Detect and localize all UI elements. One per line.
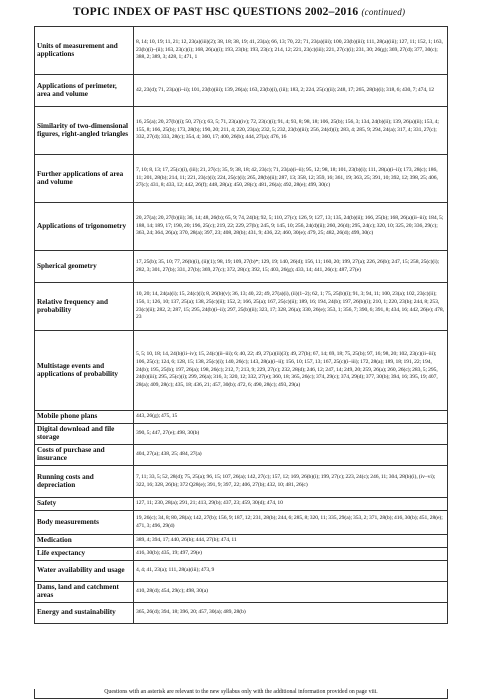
question-references: 4, 4; 41, 23(a); 111, 28(a)(iii); 473, 9 <box>134 561 448 582</box>
question-references: 443, 26(g); 475, 15 <box>134 411 448 424</box>
topic-name: Energy and sustainability <box>35 603 134 624</box>
table-row <box>35 203 448 251</box>
topic-name: Body measurements <box>35 511 134 535</box>
table-row <box>35 548 448 561</box>
topic-name: Further applications of area and volume <box>35 155 134 203</box>
question-references: 42, 23(d); 71, 23(a)(i–ii); 101, 23(b)(iii); 139, 26(a); 163, 23(b)(i), (iii); 183, 2; 224, 25(c)(ii); 248, 17; 265, 28(b)(i); 318, 6; 430, 7; 474, 12 <box>134 75 448 107</box>
question-references: 410, 28(d); 454, 29(c); 498, 30(a) <box>134 582 448 603</box>
topic-name: Spherical geometry <box>35 251 134 283</box>
question-references: 10, 20; 14, 24(a)(i); 15, 24(c)(i); 8, 26(b)(v); 36, 13; 40, 22; 49, 27(a)(i), (ii)(1–2); 62, 1; 75, 25(b)(i); 91, 3; 94, 11; 100, 23(a); 102, 23(c)(ii); 156, 1; 126, 10; 137, 25(a); 138, 25(c)(ii); 152, 2; 166, 25(a); 167, 25(c)(ii); 189, 16; 194, 24(b); 197, 26(b)(i); 210, 1; 220, 23(b); 244, 8; 253, 23(c)(ii); 282, 2; 287, 15; 295, 24(b)(i–ii); 297, 25(b)(ii); 323, 17; 328, 26(a); 330, 26(e); 353, 1; 356, 7; 390, 6; 391, 8; 434, 16; 442, 26(e); 478, 23 <box>134 283 448 331</box>
question-references: 7, 10; 8, 13; 17, 25(c)(i), (iii); 21, 27(c); 35, 9; 38, 18; 42, 23(c); 71, 23(a)(i–ii); 95, 12; 98, 18; 101, 23(b)(i); 111, 28(a)(i–ii); 173, 28(c); 186, 11; 201, 28(b); 214, 11; 221, 23(c)(i); 224, 25(c)(i); 265, 28(b)(ii); 287, 13; 358, 12; 359, 16; 361, 19; 363, 25; 391, 10; 392, 12; 398, 25; 406, 27(c); 431, 8; 433, 12; 442, 26(f); 448, 28(a); 450, 28(c); 481, 26(a); 492, 28(e); 499, 30(c) <box>134 155 448 203</box>
topic-name: Similarity of two-dimensional figures, right-angled triangles <box>35 107 134 155</box>
topic-name: Relative frequency and probability <box>35 283 134 331</box>
topic-index-body <box>35 27 448 624</box>
question-references: 8, 14; 10, 19; 11, 21; 12, 23(a)(iii)(2); 38, 18; 38, 19; 41, 23(a); 66, 13; 70, 22; 71, 23(a)(iii); 100, 23(b)(iii); 111, 28(a)(iii); 127, 11; 152, 1; 163, 23(b)(i)–(ii); 163, 23(c)(i); 168, 26(a)(i); 193, 23(b); 193, 23(c); 214, 12; 221, 23(c)(iii); 221, 27(c)(i); 231, 30; 26(g); 369, 27(d); 377, 30(c); 388, 2; 389, 3; 428, 1; 471, 1 <box>134 27 448 75</box>
page-title <box>0 6 478 18</box>
topic-name: Applications of trigonometry <box>35 203 134 251</box>
question-references: 416, 30(b); 435, 19; 497, 29(e) <box>134 548 448 561</box>
topic-name: Multistage events and applications of probability <box>35 331 134 411</box>
table-row <box>35 75 448 107</box>
question-references: 365, 26(d); 394, 18; 396, 20; 457, 30(a); 489, 28(b) <box>134 603 448 624</box>
table-row <box>35 603 448 624</box>
footnote: Questions with an asterisk are relevant to the new syllabus only with the additional information provided on page viii. <box>34 689 448 699</box>
title-continued: (continued) <box>361 7 406 17</box>
topic-name: Mobile phone plans <box>35 411 134 424</box>
topic-name: Safety <box>35 498 134 511</box>
topic-index-table <box>34 26 448 624</box>
table-row <box>35 511 448 535</box>
topic-name: Medication <box>35 535 134 548</box>
table-row <box>35 251 448 283</box>
question-references: 389, 4; 394, 17; 440, 26(b); 444, 27(b); 474, 11 <box>134 535 448 548</box>
topic-name: Life expectancy <box>35 548 134 561</box>
table-row <box>35 283 448 331</box>
table-row <box>35 331 448 411</box>
topic-name: Dams, land and catchment areas <box>35 582 134 603</box>
table-row <box>35 498 448 511</box>
table-row <box>35 424 448 445</box>
question-references: 19, 26(c); 34, 8; 80, 28(a); 142, 27(b); 156, 9; 187, 12; 231, 28(b); 244, 6; 285, 8; 320, 11; 335, 29(a); 353, 2; 371, 28(b); 416, 30(b); 451, 28(e); 471, 3; 496, 29(d) <box>134 511 448 535</box>
topic-name: Costs of purchase and insurance <box>35 445 134 466</box>
topic-name: Units of measurement and applications <box>35 27 134 75</box>
question-references: 17, 25(b); 35, 10; 77, 26(b)(i), (ii)(1); 98, 19; 109, 27(b)*; 129, 19; 140, 26(d); 156, 11; 160, 20; 199, 27(a); 226, 26(b); 247, 15; 258, 25(c)(i); 282, 3; 301, 27(b); 331, 27(b); 369, 27(c); 372, 28(c); 392, 15; 403, 26(g); 433, 14; 441, 26(c); 487, 27(e) <box>134 251 448 283</box>
question-references: 7, 11; 33, 5; 52, 28(d); 75, 25(a); 96, 15; 107, 26(a); 142, 27(c); 157, 12; 169, 26(b)(i); 199, 27(c); 223, 24(c); 246, 11; 304, 28(b)(i), (iv–vi); 322, 16; 328, 26(b); 372 Q28(e); 391, 9; 397, 22; 406, 27(b); 432, 10; 481, 26(c) <box>134 466 448 498</box>
topic-name: Water availability and usage <box>35 561 134 582</box>
topic-name: Digital download and file storage <box>35 424 134 445</box>
topic-name: Running costs and depreciation <box>35 466 134 498</box>
table-row <box>35 445 448 466</box>
question-references: 5, 5; 10, 18; 14, 24(b)(ii–iv); 15, 24(c)(ii–iii); 6; 40, 22; 49, 27(a)(ii)(3); 49, 27(b); 67, 14; 69, 18; 75, 25(b); 97, 16; 98, 20; 102, 23(c)(ii–iii); 106, 25(c); 124, 6; 128, 15; 138, 25(c)(i); 140, 26(c); 143, 28(a)(i–ii); 156, 10; 157, 13; 167, 25(c)(i–iii); 172, 28(a); 189, 18; 191, 22; 194, 24(b); 195, 25(b); 197, 26(a); 198, 26(c); 212, 7; 213, 9; 229, 27(c); 232, 28(d); 246, 12; 247, 14; 249, 20; 259, 26(a); 260, 26(c); 283, 5; 295, 24(b)(iii); 295, 25(c)(i); 299, 26(a); 316, 3; 320, 12; 332, 27(e); 360, 18; 365, 26(c); 374, 29(c); 374, 29(d); 377, 30(b); 394, 16; 395, 19; 407, 28(a); 409, 28(c); 435, 18; 436, 21; 457, 30(b); 472, 6; 490, 28(c); 493, 29(a) <box>134 331 448 411</box>
table-row <box>35 107 448 155</box>
table-row <box>35 582 448 603</box>
table-row <box>35 155 448 203</box>
question-references: 390, 5; 447, 27(e); 498, 30(b) <box>134 424 448 445</box>
table-row <box>35 411 448 424</box>
question-references: 127, 11; 230, 28(a); 291, 21; 413, 29(b); 437, 23; 459, 30(d); 474, 10 <box>134 498 448 511</box>
table-row <box>35 535 448 548</box>
table-row <box>35 466 448 498</box>
table-row <box>35 561 448 582</box>
question-references: 20, 27(a); 20, 27(b)(ii); 36, 14; 48, 26(b); 65, 9; 74, 24(b); 92, 5; 110, 27(c); 126, 9; 127, 13; 135, 24(b)(ii); 166, 25(b); 168, 26(a)(ii–iii); 184, 5; 188, 14; 189, 17; 190, 20; 196, 25(c); 219, 22; 229, 27(b); 245, 9; 145, 10; 256, 24(d)(ii); 260, 26(d); 295, 24(c); 320, 10; 325, 20; 336, 29(c); 363, 24; 364, 26(a); 370, 28(a); 397, 23; 408, 28(b); 431, 9; 436, 22; 460, 30(e); 479, 25; 482, 26(d); 499, 30(c) <box>134 203 448 251</box>
question-references: 16, 25(a); 20, 27(b)(i); 50, 27(c); 63, 5; 71, 23(a)(iv); 72, 23(c)(i); 91, 4; 93, 8; 98, 18; 106, 25(b); 156, 3; 134, 24(b)(ii); 139, 26(a)(ii); 153, 4; 155, 8; 166, 25(b); 173, 28(b); 190, 20; 211, 4; 220, 23(a); 232, 5; 232, 23(b)(iii); 256, 24(d)(i); 283, 4; 285, 9; 294, 24(a); 317, 4; 331, 27(c); 332, 27(d); 333, 28(c); 354, 4; 360, 17; 400, 26(b); 444, 27(a); 476, 16 <box>134 107 448 155</box>
title-text: TOPIC INDEX OF PAST HSC QUESTIONS 2002–2016 <box>72 6 359 18</box>
topic-name: Applications of perimeter, area and volume <box>35 75 134 107</box>
table-row <box>35 27 448 75</box>
question-references: 404, 27(a); 438, 25; 484, 27(a) <box>134 445 448 466</box>
